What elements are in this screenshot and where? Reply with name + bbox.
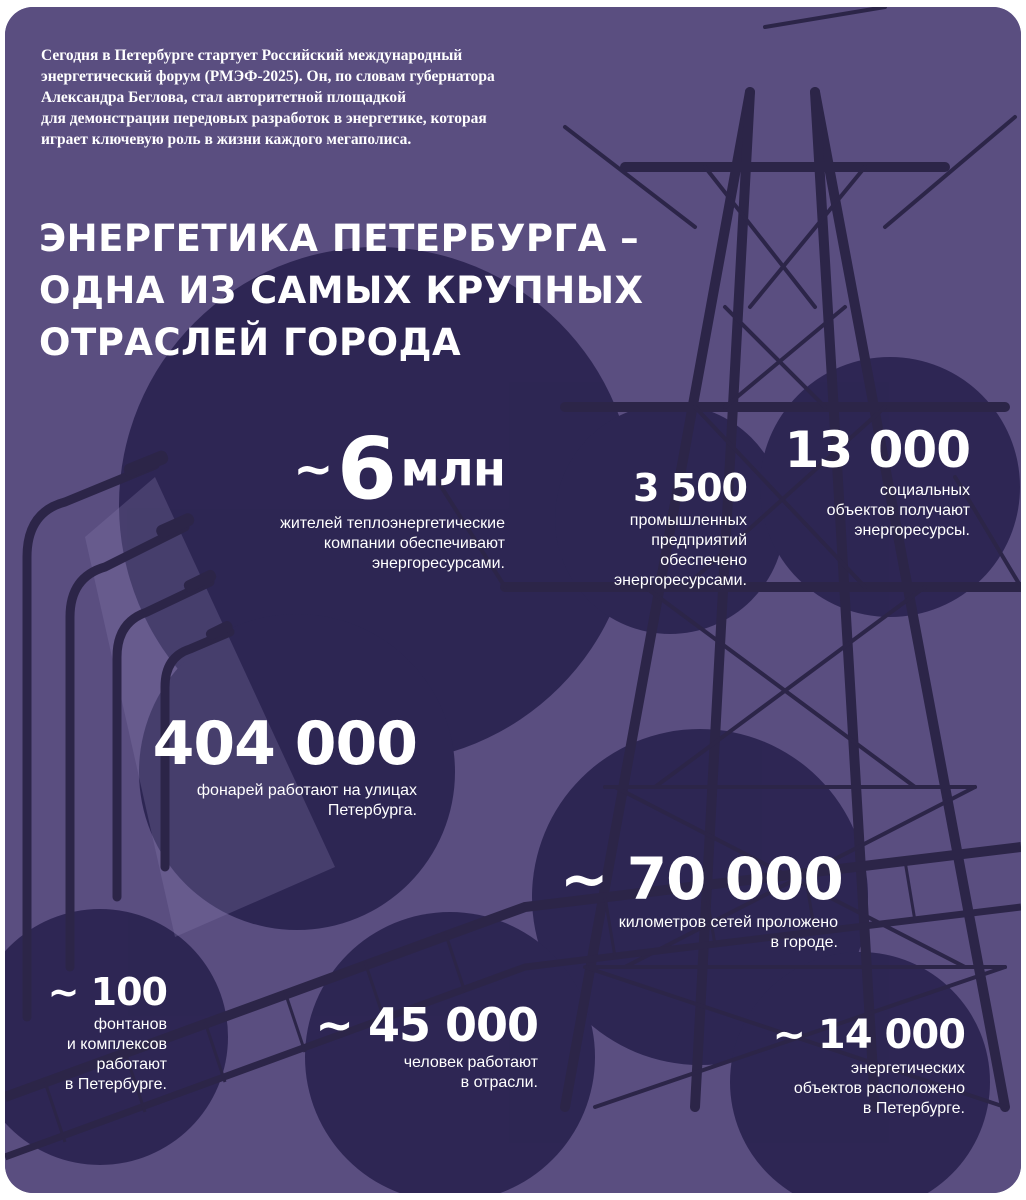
stat-caption xyxy=(135,781,417,821)
stat-caption xyxy=(310,1053,538,1093)
stat-value: ~ 100 xyxy=(47,970,167,1014)
title-line: ОДНА ИЗ САМЫХ КРУПНЫХ xyxy=(39,269,644,312)
caption-line: промышленных xyxy=(629,512,747,529)
stat-caption xyxy=(25,1015,167,1095)
caption-line: в Петербурге. xyxy=(862,1100,965,1117)
intro-line: играет ключевую роль в жизни каждого мегаполиса. xyxy=(41,131,412,148)
stat-number: 6 xyxy=(337,419,396,520)
caption-line: человек работают xyxy=(403,1054,538,1071)
intro-line: Сегодня в Петербурге стартует Российский международный xyxy=(41,47,463,64)
stat-value: ~ 45 000 xyxy=(315,998,538,1052)
stat-caption xyxy=(760,1059,965,1119)
intro-line: Александра Беглова, стал авторитетной площадкой xyxy=(41,89,407,106)
stat-caption xyxy=(205,514,505,574)
stat-enterprises xyxy=(565,465,747,591)
caption-line: фонарей работают на улицах xyxy=(196,782,417,799)
stat-facilities xyxy=(760,1011,965,1119)
caption-line: энергетических xyxy=(850,1060,965,1077)
stat-workers xyxy=(310,997,538,1093)
caption-line: жителей теплоэнергетические xyxy=(280,514,505,532)
stat-value: ~ 14 000 xyxy=(772,1012,965,1058)
stat-lamps xyxy=(135,707,417,821)
caption-line: и комплексов xyxy=(66,1036,167,1053)
stat-fountains xyxy=(25,969,167,1095)
caption-line: энергоресурсами. xyxy=(614,572,747,589)
caption-line: объектов получают xyxy=(826,502,970,519)
stat-value: ~ 70 000 xyxy=(560,845,843,913)
stat-unit: млн xyxy=(400,441,505,498)
title-line: ЭНЕРГЕТИКА ПЕТЕРБУРГА – xyxy=(39,217,640,260)
caption-line: километров сетей проложено xyxy=(618,914,838,931)
caption-line: в городе. xyxy=(770,934,838,951)
caption-line: компании обеспечивают xyxy=(323,534,505,552)
caption-line: работают xyxy=(96,1056,167,1073)
caption-line: предприятий xyxy=(651,532,747,549)
caption-line: Петербурга. xyxy=(327,802,417,819)
page-title xyxy=(39,213,644,369)
caption-line: энергоресурсами. xyxy=(372,554,505,572)
caption-line: в Петербурге. xyxy=(64,1076,167,1093)
stat-networks xyxy=(560,845,843,953)
stat-social xyxy=(765,419,970,541)
caption-line: обеспечено xyxy=(660,552,747,569)
stat-caption xyxy=(560,913,838,953)
title-line: ОТРАСЛЕЙ ГОРОДА xyxy=(39,321,462,364)
intro-line: для демонстрации передовых разработок в энергетике, которая xyxy=(41,110,487,127)
caption-line: социальных xyxy=(879,482,970,499)
caption-line: энергоресурсы. xyxy=(854,522,970,539)
caption-line: фонтанов xyxy=(93,1016,167,1033)
stat-value: 404 000 xyxy=(152,709,417,779)
stat-caption xyxy=(765,481,970,541)
stat-value: 3 500 xyxy=(633,466,747,510)
stat-value: 13 000 xyxy=(784,421,970,479)
stat-caption xyxy=(565,511,747,591)
caption-line: в отрасли. xyxy=(460,1074,538,1091)
intro-paragraph xyxy=(41,45,601,150)
caption-line: объектов расположено xyxy=(793,1080,965,1097)
stat-prefix: ~ xyxy=(293,441,333,498)
intro-line: энергетический форум (РМЭФ-2025). Он, по словам губернатора xyxy=(41,68,495,85)
stat-value xyxy=(205,419,505,520)
infographic-card xyxy=(5,7,1021,1193)
stat-residents xyxy=(205,419,505,574)
